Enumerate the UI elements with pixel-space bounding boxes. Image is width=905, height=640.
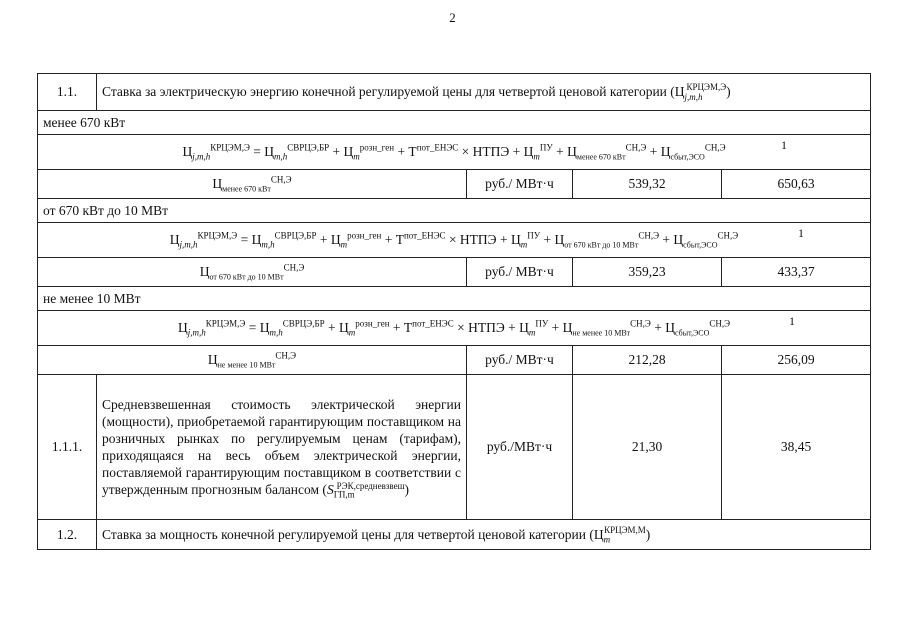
formula: [38, 311, 871, 346]
formula-sub: j,m,h: [187, 327, 206, 338]
formula-sup: СН,Э: [638, 230, 660, 241]
formula-term: + Ц: [543, 232, 565, 247]
price-cell: 650,63: [722, 170, 871, 199]
formula-sub: m: [340, 239, 348, 250]
formula-sub: менее 670 кВт: [576, 152, 626, 162]
section-label: от 670 кВт до 10 МВт: [38, 199, 871, 223]
formula: [38, 223, 871, 258]
formula-sub: m,h: [261, 239, 275, 250]
section-label: менее 670 кВт: [38, 111, 871, 135]
formula-sub: m: [353, 151, 360, 162]
formula-row: [38, 311, 871, 346]
formula-sup: РЭК,средневзвеш: [336, 480, 405, 491]
formula-sub: m: [520, 239, 528, 250]
price-cell: 212,28: [573, 346, 722, 375]
row-1-1-1: [38, 375, 871, 520]
formula-sub: j,m,h: [684, 92, 703, 102]
row-title-text: Ставка за электрическую энергию конечной регулируемой цены для четвертой ценовой категории (: [102, 84, 675, 99]
formula-sup: СН,Э: [704, 142, 726, 153]
section-row: [38, 287, 871, 311]
section-label: не менее 10 МВт: [38, 287, 871, 311]
formula-symbol: Ц: [212, 176, 223, 191]
value-row: [38, 170, 871, 199]
formula-sup: СВРЦЭ,БР: [287, 142, 330, 153]
row-description-text: Средневзвешенная стоимость электрической энергии (мощности), приобретаемой гарантирующим поставщиком на розничных рынках по регулируемым ценам (тарифам), приходящаяся на весь объем электрической энергии, поставляемой гарантирующим поставщиком в соответствии с утвержденным прогнозным балансом (: [102, 397, 461, 497]
formula-term: = Ц: [240, 232, 262, 247]
formula-sup: ПУ: [539, 142, 553, 153]
formula-sup: СН,Э: [625, 142, 647, 153]
row-title: [97, 74, 871, 111]
formula-term: + Ц: [332, 144, 354, 159]
formula-sub: ГП,m: [333, 489, 355, 500]
value-label: [38, 170, 467, 199]
value-label: [38, 258, 467, 287]
price-cell: 539,32: [573, 170, 722, 199]
formula-sup: КРЦЭМ,Э: [197, 230, 238, 241]
formula-sup: СН,Э: [709, 318, 731, 329]
formula-sup: СН,Э: [630, 318, 651, 329]
unit-cell: руб./МВт·ч: [467, 375, 573, 520]
formula-sup: СН,Э: [283, 262, 305, 273]
formula-symbol: S: [326, 482, 334, 497]
formula-sup: пот_ЕНЭС: [416, 142, 459, 153]
formula-term: + Т: [384, 232, 404, 247]
footnote-mark: 1: [789, 314, 795, 328]
formula-sup: розн_ген: [347, 230, 382, 241]
price-cell: 433,37: [722, 258, 871, 287]
value-row: [38, 346, 871, 375]
section-row: [38, 199, 871, 223]
formula-close: ): [726, 84, 731, 99]
formula-term: = Ц: [253, 144, 275, 159]
value-label: [38, 346, 467, 375]
formula-term: = Ц: [248, 320, 270, 335]
formula-sup: КРЦЭМ,М: [604, 525, 646, 535]
formula-sub: m: [603, 534, 611, 545]
formula-symbol: Ц: [207, 352, 218, 367]
formula-sub: m: [348, 327, 356, 338]
footnote-mark: 1: [798, 226, 804, 240]
unit-cell: руб./ МВт·ч: [467, 346, 573, 375]
formula-sub: не менее 10 МВт: [217, 360, 276, 370]
formula-term: + Т: [397, 144, 417, 159]
formula-sup: СН,Э: [270, 174, 292, 185]
formula-sup: розн_ген: [355, 318, 390, 329]
section-row: [38, 111, 871, 135]
formula-sub: m,h: [269, 327, 283, 338]
formula-term: + Ц: [556, 144, 577, 159]
formula-symbol: Ц: [593, 526, 604, 542]
formula-sup: розн_ген: [359, 142, 395, 153]
formula-sup: СН,Э: [275, 350, 297, 361]
formula-close: ): [404, 482, 410, 497]
formula-sub: j,m,h: [179, 239, 198, 250]
formula-sub: m: [528, 327, 536, 338]
formula-sub: j,m,h: [192, 151, 211, 162]
row-number: 1.2.: [38, 520, 97, 550]
row-number: 1.1.: [38, 74, 97, 111]
price-cell: 21,30: [573, 375, 722, 520]
formula-row: [38, 135, 871, 170]
price-cell: 38,45: [722, 375, 871, 520]
formula-term: Ц: [182, 144, 193, 159]
formula-sub: сбыт,ЭСО: [670, 152, 705, 162]
formula-sup: пот_ЕНЭС: [412, 318, 454, 329]
formula-term: + Т: [392, 320, 413, 335]
formula-term: + Ц: [662, 232, 684, 247]
formula-term: × НТПЭ + Ц: [461, 144, 534, 159]
row-description: [97, 375, 467, 520]
formula-term: Ц: [177, 320, 188, 335]
value-row: [38, 258, 871, 287]
formula-sub: m: [533, 151, 540, 162]
formula-sup: СН,Э: [717, 230, 739, 241]
formula-sup: КРЦЭМ,Э: [205, 318, 246, 329]
formula-sup: КРЦЭМ,Э: [210, 142, 250, 153]
formula-term: Ц: [169, 232, 180, 247]
formula-sup: СВРЦЭ,БР: [282, 318, 325, 329]
formula-sub: от 670 кВт до 10 МВт: [209, 272, 284, 282]
unit-cell: руб./ МВт·ч: [467, 258, 573, 287]
row-title-text: Ставка за мощность конечной регулируемой цены для четвертой ценовой категории (: [102, 526, 594, 542]
formula-sub: m,h: [274, 151, 288, 162]
row-title: [97, 520, 871, 550]
formula-term: × НТПЭ + Ц: [457, 320, 529, 335]
formula-term: + Ц: [649, 144, 671, 159]
formula-sup: ПУ: [527, 230, 541, 241]
formula-sub: сбыт,ЭСО: [683, 240, 718, 250]
formula-sub: менее 670 кВт: [222, 184, 271, 194]
page-number: 2: [449, 10, 456, 25]
tariff-table: [37, 73, 871, 550]
formula-term: + Ц: [654, 320, 675, 335]
formula-sup: пот_ЕНЭС: [403, 230, 446, 241]
price-cell: 256,09: [722, 346, 871, 375]
formula-sup: ПУ: [535, 318, 549, 329]
formula-term: + Ц: [551, 320, 573, 335]
formula-symbol: Ц: [199, 264, 210, 279]
formula: [38, 135, 871, 170]
row-number: 1.1.1.: [38, 375, 97, 520]
footnote-mark: 1: [781, 138, 787, 152]
row-1-1: [38, 74, 871, 111]
row-1-2: [38, 520, 871, 550]
unit-cell: руб./ МВт·ч: [467, 170, 573, 199]
formula-sup: КРЦЭМ,Э: [686, 82, 727, 92]
formula-sup: СВРЦЭ,БР: [274, 230, 317, 241]
formula-sub: от 670 кВт до 10 МВт: [564, 240, 639, 250]
formula-term: + Ц: [319, 232, 341, 247]
formula-term: + Ц: [328, 320, 349, 335]
formula-close: ): [645, 526, 651, 542]
formula-row: [38, 223, 871, 258]
price-cell: 359,23: [573, 258, 722, 287]
formula-sub: не менее 10 МВт: [572, 328, 631, 338]
formula-term: × НТПЭ + Ц: [448, 232, 521, 247]
formula-sub: сбыт,ЭСО: [674, 328, 710, 338]
formula-symbol: Ц: [674, 84, 685, 99]
